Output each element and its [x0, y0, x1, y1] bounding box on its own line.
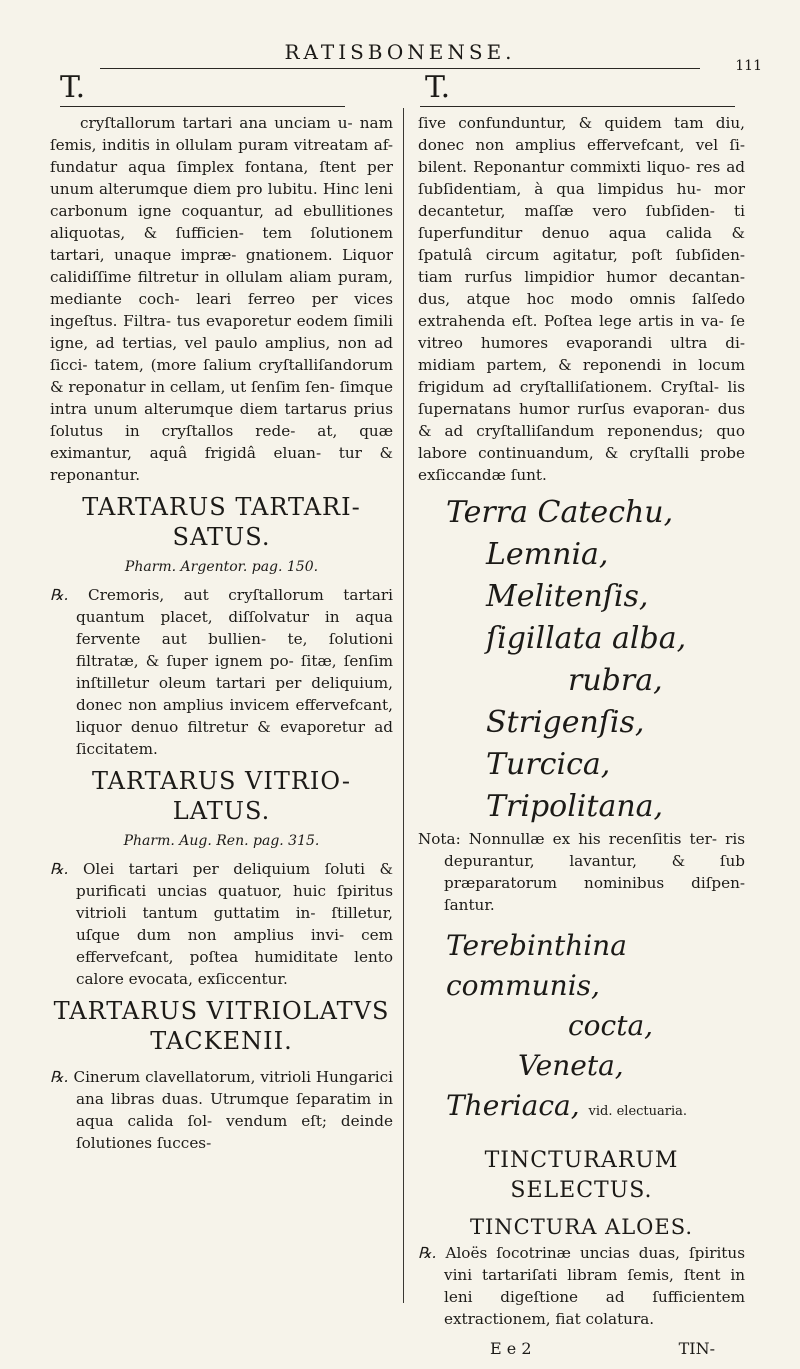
running-title: RATISBONENSE. [284, 40, 516, 64]
terebinthina-list [418, 926, 745, 1132]
header-rule [100, 68, 700, 69]
theriaca-reference: vid. electuaria. [588, 1104, 688, 1119]
tinctura-aloes-heading: TINCTURA ALOES. [469, 1215, 694, 1239]
left-intro-paragraph: cryſtallorum tartari ana unciam u- nam ſemis, inditis in ollulam puram vitreatam af- fundatur aqua ſimplex fontana, ſtent per unum alterumque diem pro lubitu. Hinc leni carbonum igne coquantur, ad ebullitiones aliquotas, & ſufficien- tem ſolutionem tartari, unaque impræ- gnationem. Liquor calidiſſime filtretur in ollulam aliam puram, mediante coch- leari ferreo per vices ingeſtus. Filtra- tus evaporetur eodem ſimili igne, ad tertias, vel paulo amplius, non ad ſicci- tatem, (more ſalium cryſtalliſandorum & reponatur in cellam, ut ſenſim ſen- ſimque intra unum alterumque diem tartarus prius ſolutus in cryſtallos rede- at, quæ eximantur, aquâ frigidâ eluan- tur & reponantur. [50, 114, 393, 484]
section-heading: TARTARUS TARTARI- SATUS. [82, 493, 361, 551]
theriaca-label: Theriaca, [446, 1089, 580, 1122]
right-intro-paragraph: ſive confunduntur, & quidem tam diu, donec non amplius effervefcant, vel ſi- bilent. Reponantur commixti liquo- res ad ſubſidentiam, à qua limpidus hu- mor decantetur, maſſæ vero ſubſiden- ti ſuperfunditur denuo aqua calida & ſpatulâ circum agitatur, poſt ſubſiden- tiam rurſus limpidior humor decantan- dus, atque hoc modo omnis ſalſedo extrahenda eſt. Poſtea lege artis in va- ſe vitreo humores evaporandi ultra di- midiam partem, & reponendi in locum frigidum ad cryſtalliſationem. Cryſtal- lis ſupernatans humor rurſus evaporan- dus & ad cryſtalliſandum reponendus; quo labore continuandum, & cryſtalli probe exſiccandæ ſunt. [418, 114, 745, 484]
recipe-text: Cremoris, aut cryſtallorum tartari quantum placet, diſſolvatur in aqua fervente aut bullien- te, ſolutioni filtratæ, & ſuper ignem po- ſitæ, ſenſim inſtilletur oleum tartari per deliquium, donec non amplius invicem effervefcant, liquor denuo filtretur & evaporetur ad ſiccitatem. [76, 586, 394, 758]
recipe-symbol: ℞. [50, 1068, 69, 1086]
list-item: Veneta, [518, 1049, 624, 1082]
terra-list-head: Terra Catechu, [446, 495, 674, 530]
right-column-letter: T. [425, 70, 451, 105]
theriaca-entry [446, 1086, 745, 1132]
page-footer [418, 1338, 745, 1360]
section-source: Pharm. Aug. Ren. pag. 315. [123, 833, 320, 849]
list-item: rubra, [568, 663, 663, 698]
section-tartarus-vitriolatus [50, 766, 393, 990]
recipe-symbol: ℞. [50, 860, 69, 878]
catchword: TIN- [678, 1339, 715, 1358]
column-divider [403, 108, 404, 1303]
left-column-letter: T. [60, 70, 86, 105]
section-tartarus-tackenii [50, 996, 393, 1154]
terra-list [418, 492, 745, 828]
section-heading: TARTARUS VITRIO- LATUS. [91, 767, 352, 825]
section-tartarus-tartarisatus [50, 492, 393, 760]
section-source: Pharm. Argentor. pag. 150. [124, 559, 319, 575]
nota-paragraph: Nota: Nonnullæ ex his recenſitis ter- ris depurantur, lavantur, & ſub præparatorum nominibus diſpen- ſantur. [418, 830, 745, 914]
recipe-paragraph [50, 584, 393, 760]
recipe-text: Olei tartari per deliquium ſoluti & purificati uncias quatuor, huic ſpiritus vitrioli tantum guttatim in- ſtilletur, uſque dum non amplius invi- cem effervefcant, poſtea humiditate lento calore evocata, exſiccentur. [76, 860, 393, 988]
recipe-symbol: ℞. [418, 1244, 437, 1262]
left-column [50, 112, 393, 1154]
terebinthina-head: Terebinthina communis, [446, 929, 627, 1002]
right-column-letter-rule [420, 106, 735, 107]
recipe-paragraph [50, 1066, 393, 1154]
recipe-paragraph [418, 1242, 745, 1330]
list-item: Lemnia, [486, 537, 609, 572]
recipe-symbol: ℞. [50, 586, 69, 604]
list-item: Tripolitana, [486, 789, 664, 824]
left-column-letter-rule [60, 106, 345, 107]
list-item: cocta, [568, 1009, 654, 1042]
recipe-text: Cinerum clavellatorum, vitrioli Hungarici ana libras duas. Utrumque ſeparatim in aqua calida ſol- vendum eſt; deinde ſolutiones ſucces- [73, 1068, 393, 1152]
signature-mark: E e 2 [490, 1339, 532, 1358]
recipe-text: Aloës ſocotrinæ uncias duas, ſpiritus vini tartariſati libram ſemis, ſtent in leni digeſtione ad ſufficientem extractionem, fiat colatura. [444, 1244, 745, 1328]
section-heading: TARTARUS VITRIOLATVS TACKENII. [53, 997, 390, 1055]
list-item: Strigenſis, [486, 705, 645, 740]
tincturarum-heading: TINCTURARUM SELECTUS. [484, 1148, 679, 1203]
right-column [418, 112, 745, 1360]
list-item: Melitenſis, [486, 579, 649, 614]
page-number: 111 [735, 58, 762, 74]
recipe-paragraph [50, 858, 393, 990]
list-item: Turcica, [486, 747, 611, 782]
list-item: ſigillata alba, [486, 621, 687, 656]
